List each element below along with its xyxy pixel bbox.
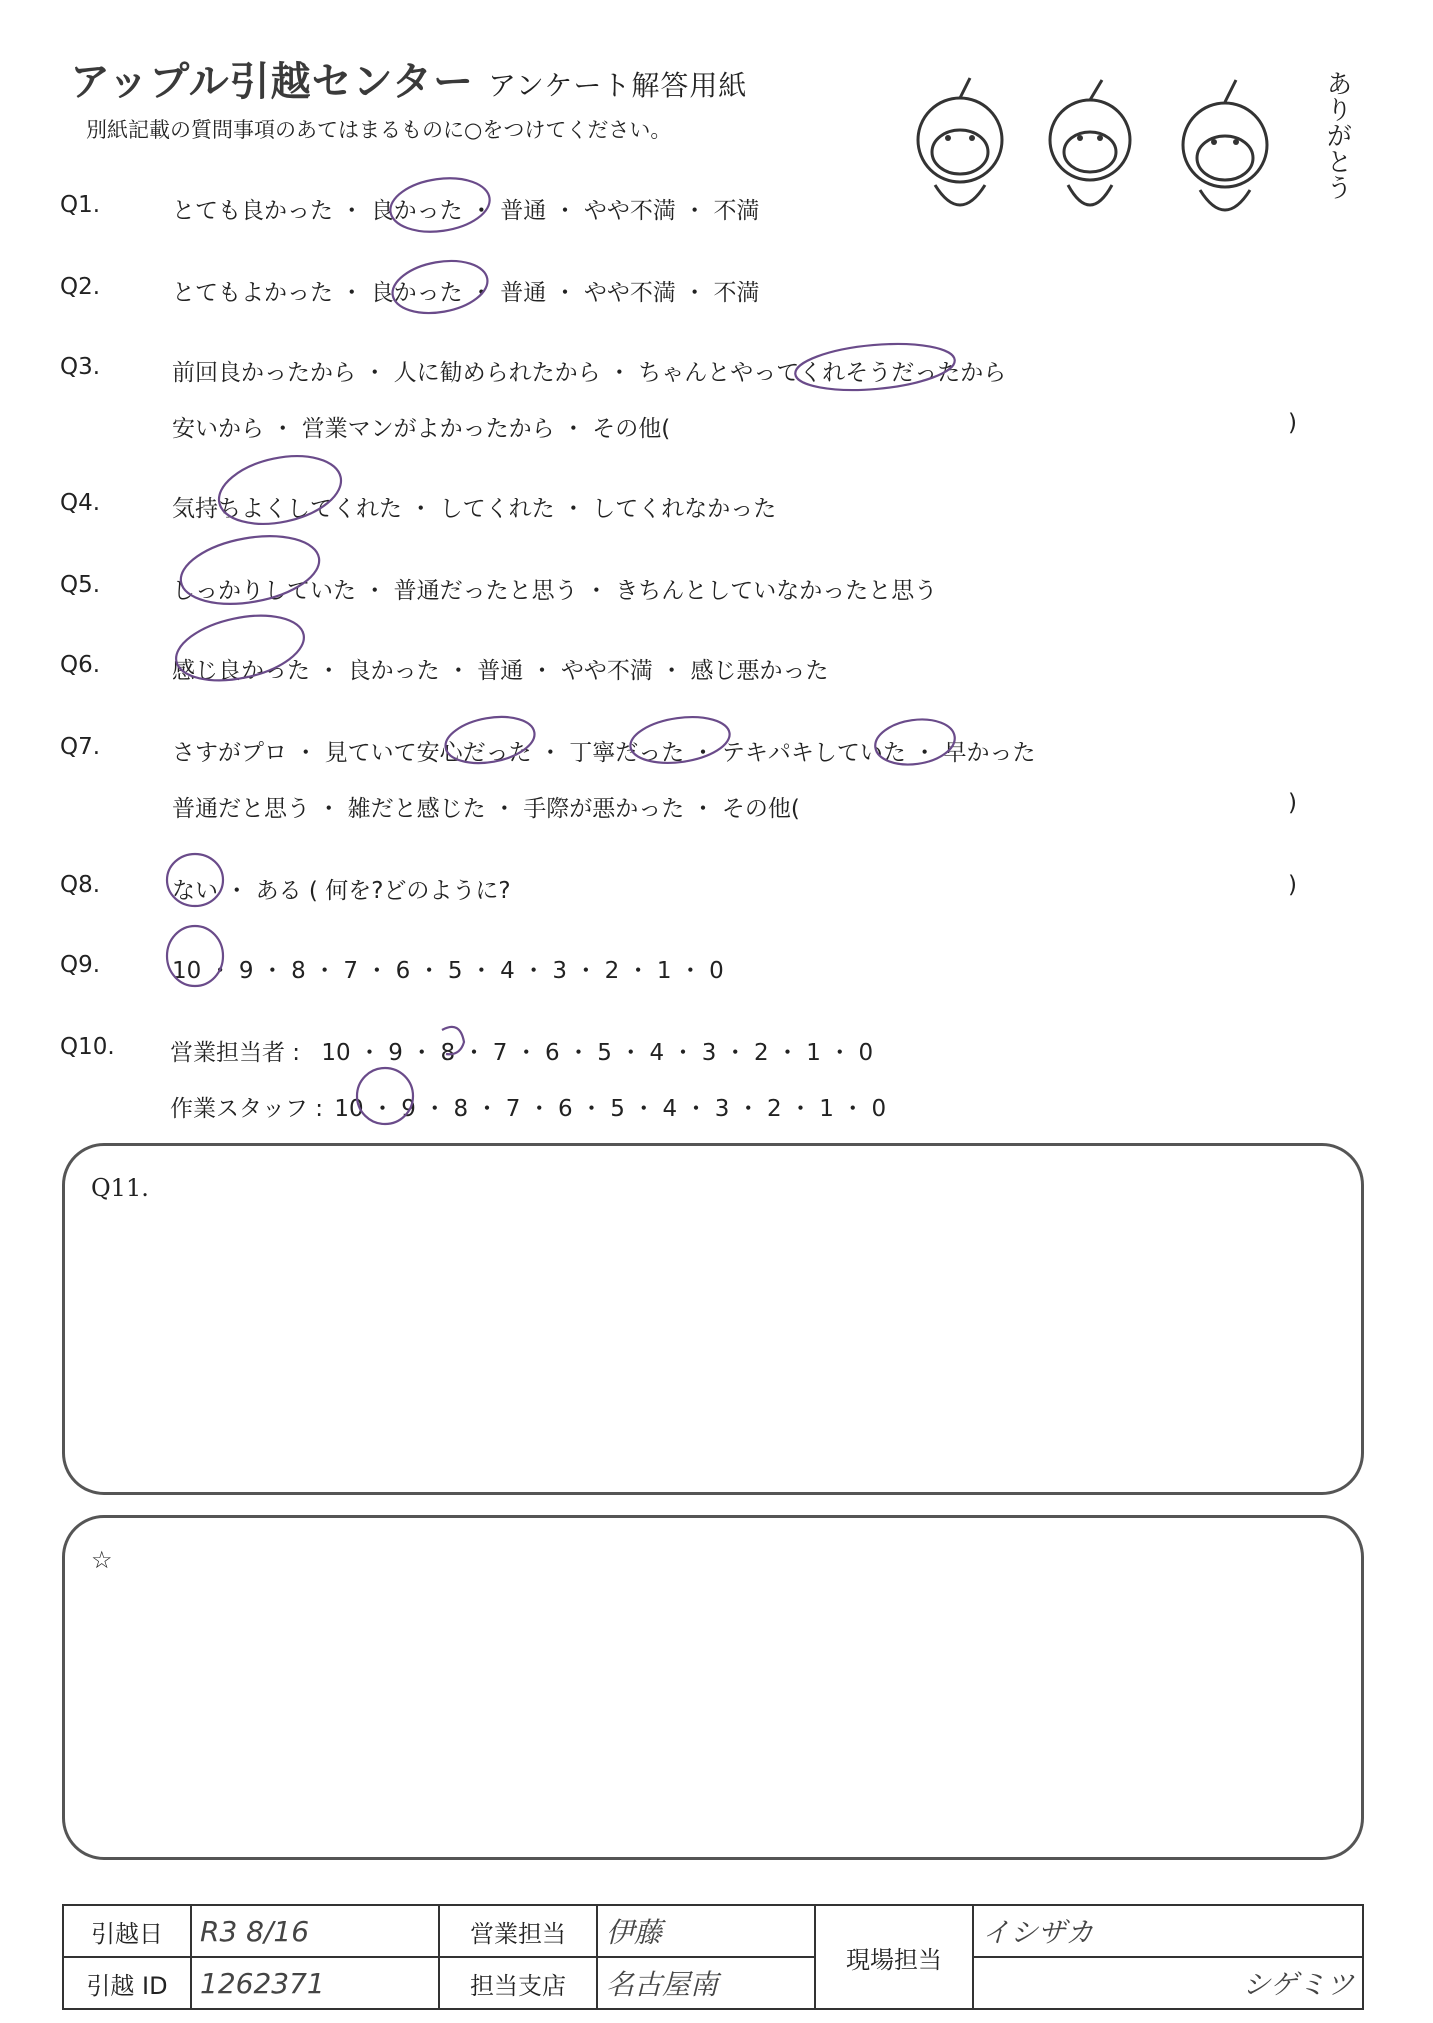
- selection-mark: [442, 1027, 464, 1054]
- question-options: 普通だと思う ・ 雑だと感じた ・ 手際が悪かった ・ その他(: [172, 796, 800, 822]
- company-name: アップル引越センター: [70, 59, 474, 105]
- question-options: ない ・ ある ( 何を?どのように?: [172, 878, 511, 904]
- close-paren: ): [1288, 410, 1297, 436]
- question-number: Q10.: [60, 1034, 115, 1060]
- selection-circle: [387, 172, 493, 237]
- q11-comment-box[interactable]: [62, 1143, 1364, 1495]
- question-number: Q1.: [60, 192, 101, 218]
- question-options: とてもよかった ・ 良かった ・ 普通 ・ やや不満 ・ 不満: [172, 280, 760, 306]
- move-date-label: 引越日: [63, 1905, 191, 1957]
- selection-circle: [167, 854, 223, 906]
- question-options: 感じ良かった ・ 良かった ・ 普通 ・ やや不満 ・ 感じ悪かった: [172, 658, 829, 684]
- question-options: 10 ・ 9 ・ 8 ・ 7 ・ 6 ・ 5 ・ 4 ・ 3 ・ 2 ・ 1 ・ 0: [172, 958, 724, 984]
- selection-circle: [357, 1068, 413, 1124]
- question-number: Q4.: [60, 490, 101, 516]
- selection-circle: [388, 254, 491, 320]
- star-icon: ☆: [91, 1546, 113, 1574]
- question-number: Q9.: [60, 952, 101, 978]
- question-number: Q7.: [60, 734, 101, 760]
- question-number: Q5.: [60, 572, 101, 598]
- selection-circle: [793, 338, 956, 396]
- q10-sales-label: 営業担当者 :: [170, 1040, 301, 1066]
- site-rep-label: 現場担当: [815, 1905, 973, 2009]
- sales-rep-value: 伊藤: [597, 1905, 815, 1957]
- question-options: 気持ちよくしてくれた ・ してくれた ・ してくれなかった: [172, 496, 777, 522]
- selection-circle: [167, 926, 223, 986]
- question-number: Q3.: [60, 354, 101, 380]
- site-rep-value-1: イシザカ: [973, 1905, 1363, 1957]
- site-rep-value-2: シゲミツ: [973, 1957, 1363, 2009]
- move-id-value: 1262371: [191, 1957, 439, 2009]
- q10-staff-label: 作業スタッフ :: [170, 1096, 324, 1122]
- close-paren: ): [1288, 790, 1297, 816]
- branch-label: 担当支店: [439, 1957, 597, 2009]
- form-subtitle: アンケート解答用紙: [488, 69, 748, 102]
- selection-circle: [170, 605, 310, 691]
- selection-circle: [442, 711, 538, 770]
- mascot-thanks-text: ありがとう: [1322, 70, 1352, 200]
- instruction-text: 別紙記載の質問事項のあてはまるものに○をつけてください。: [86, 118, 672, 142]
- question-options: しっかりしていた ・ 普通だったと思う ・ きちんとしていなかったと思う: [172, 578, 938, 604]
- star-comment-box[interactable]: [62, 1515, 1364, 1860]
- selection-circle: [627, 711, 732, 768]
- footer-info-table: [62, 1904, 1364, 2010]
- question-number: Q8.: [60, 872, 101, 898]
- question-options: 前回良かったから ・ 人に勧められたから ・ ちゃんとやってくれそうだったから: [172, 360, 1007, 386]
- question-number: Q2.: [60, 274, 101, 300]
- question-options: さすがプロ ・ 見ていて安心だった ・ 丁寧だった ・ テキパキしていた ・ 早かった: [172, 740, 1036, 766]
- selection-circle: [176, 526, 325, 613]
- q11-label: Q11.: [91, 1174, 149, 1202]
- question-number: Q6.: [60, 652, 101, 678]
- move-date-value: R3 8/16: [191, 1905, 439, 1957]
- q10-staff-scale: 10 ・ 9 ・ 8 ・ 7 ・ 6 ・ 5 ・ 4 ・ 3 ・ 2 ・ 1 ・ 0: [334, 1096, 887, 1122]
- close-paren: ): [1288, 872, 1297, 898]
- selection-circle: [213, 446, 348, 534]
- q10-sales-scale: 10 ・ 9 ・ 8 ・ 7 ・ 6 ・ 5 ・ 4 ・ 3 ・ 2 ・ 1 ・ 0: [321, 1040, 874, 1066]
- question-options: 安いから ・ 営業マンがよかったから ・ その他(: [172, 416, 671, 442]
- move-id-label: 引越 ID: [63, 1957, 191, 2009]
- branch-value: 名古屋南: [597, 1957, 815, 2009]
- selection-circle: [872, 715, 957, 770]
- question-options: とても良かった ・ 良かった ・ 普通 ・ やや不満 ・ 不満: [172, 198, 760, 224]
- sales-rep-label: 営業担当: [439, 1905, 597, 1957]
